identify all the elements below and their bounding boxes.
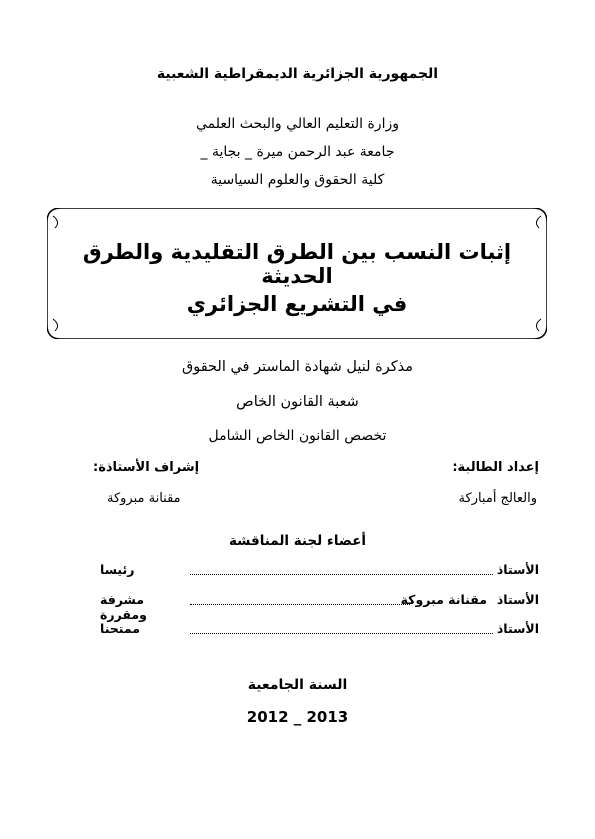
dotted-leader: [190, 604, 410, 605]
member-role: ممتحنا: [100, 621, 141, 636]
academic-year-label: السنة الجامعية: [247, 677, 348, 693]
member-role: مشرفة ومقررة: [100, 592, 147, 622]
ministry-name: وزارة التعليم العالي والبحث العلمي: [196, 116, 399, 132]
faculty-name: كلية الحقوق والعلوم السياسية: [210, 172, 385, 188]
member-label: الأستاذ: [496, 621, 539, 636]
committee-member-row: [0, 592, 595, 622]
university-name: جامعة عبد الرحمن ميرة _ بجاية _: [200, 144, 395, 160]
student-name: والعالج أمباركة: [458, 491, 537, 506]
dotted-leader: [190, 574, 493, 575]
member-name: مقنانة مبروكة: [400, 592, 487, 607]
academic-year-value: 2013 _ 2012: [246, 708, 349, 726]
committee-member-row: [0, 621, 595, 639]
prepared-by-label: إعداد الطالبة:: [452, 460, 539, 475]
committee-member-row: [0, 562, 595, 580]
member-role: رئيسا: [100, 562, 135, 577]
degree-text: مذكرة لنيل شهادة الماستر في الحقوق: [181, 359, 414, 375]
committee-heading: أعضاء لجنة المناقشة: [228, 533, 367, 549]
republic-name: الجمهورية الجزائرية الديمقراطية الشعبية: [156, 66, 439, 82]
branch-text: شعبة القانون الخاص: [236, 394, 359, 410]
dotted-leader: [190, 633, 493, 634]
thesis-title-line1: إثبات النسب بين الطرق التقليدية والطرق الحديثة: [82, 240, 512, 288]
supervision-label: إشراف الأستاذة:: [93, 460, 200, 475]
member-label: الأستاذ: [496, 592, 539, 607]
member-label: الأستاذ: [496, 562, 539, 577]
thesis-title-box: [47, 208, 547, 339]
thesis-title-line2: في التشريع الجزائري: [186, 292, 408, 316]
supervisor-name: مقنانة مبروكة: [107, 491, 181, 506]
specialty-text: تخصص القانون الخاص الشامل: [208, 428, 387, 444]
